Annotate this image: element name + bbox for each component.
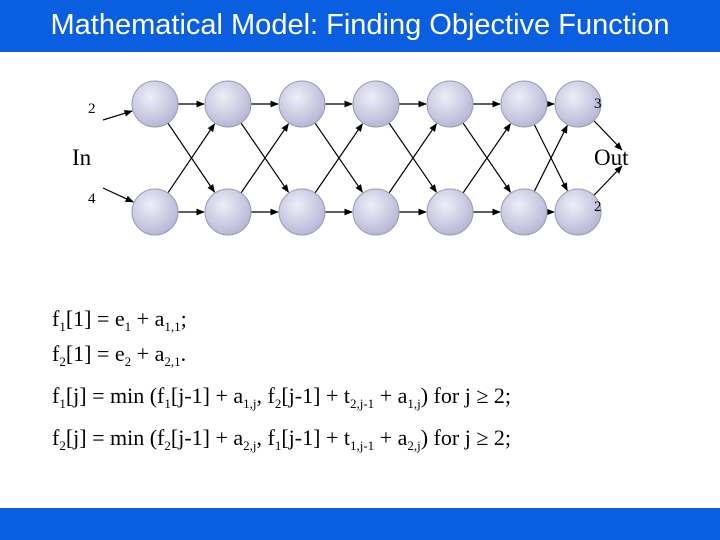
station-node-line2-1 — [132, 189, 178, 235]
station-node-line2-4 — [353, 189, 399, 235]
equation-line-4: $f_2[j] = \min (f_2[j-1] + a_{2,j}$, $f_1[j-1] + t_{1,j-1} + a_{2,j}$) for j ≥ 2; — [52, 425, 512, 453]
exit-cost-bottom-label: 2 — [594, 199, 602, 215]
entry-arrow-bottom — [103, 188, 133, 202]
entry-arrow-top — [103, 111, 132, 120]
station-node-line1-6 — [501, 81, 547, 127]
station-node-line1-5 — [427, 81, 473, 127]
equation-line-3: $f_1[j] = \min (f_1[j-1] + a_{1,j}$, $f_2[j-1] + t_{2,j-1} + a_{1,j}$) for j ≥ 2; — [52, 383, 512, 411]
bottom-bar — [0, 508, 720, 540]
exit-cost-top-label: 3 — [594, 96, 602, 112]
entry-cost-bottom-label: 4 — [88, 191, 96, 207]
station-node-line1-4 — [353, 81, 399, 127]
slide-title: Mathematical Model: Finding Objective Function — [50, 9, 670, 41]
equation-line-2: $f_2[1] = e_2 + a_{2,1}$. — [52, 341, 187, 369]
entry-cost-top-label: 2 — [88, 101, 96, 117]
station-node-line1-1 — [132, 81, 178, 127]
out-label: Out — [594, 145, 629, 170]
equation-line-1: $f_1[1] = e_1 + a_{1,1}$; — [52, 306, 187, 334]
station-node-line2-3 — [279, 189, 325, 235]
station-node-line1-3 — [279, 81, 325, 127]
station-node-line1-2 — [205, 81, 251, 127]
in-label: In — [72, 145, 92, 170]
station-node-line2-6 — [501, 189, 547, 235]
station-node-line2-2 — [205, 189, 251, 235]
station-node-line2-5 — [427, 189, 473, 235]
